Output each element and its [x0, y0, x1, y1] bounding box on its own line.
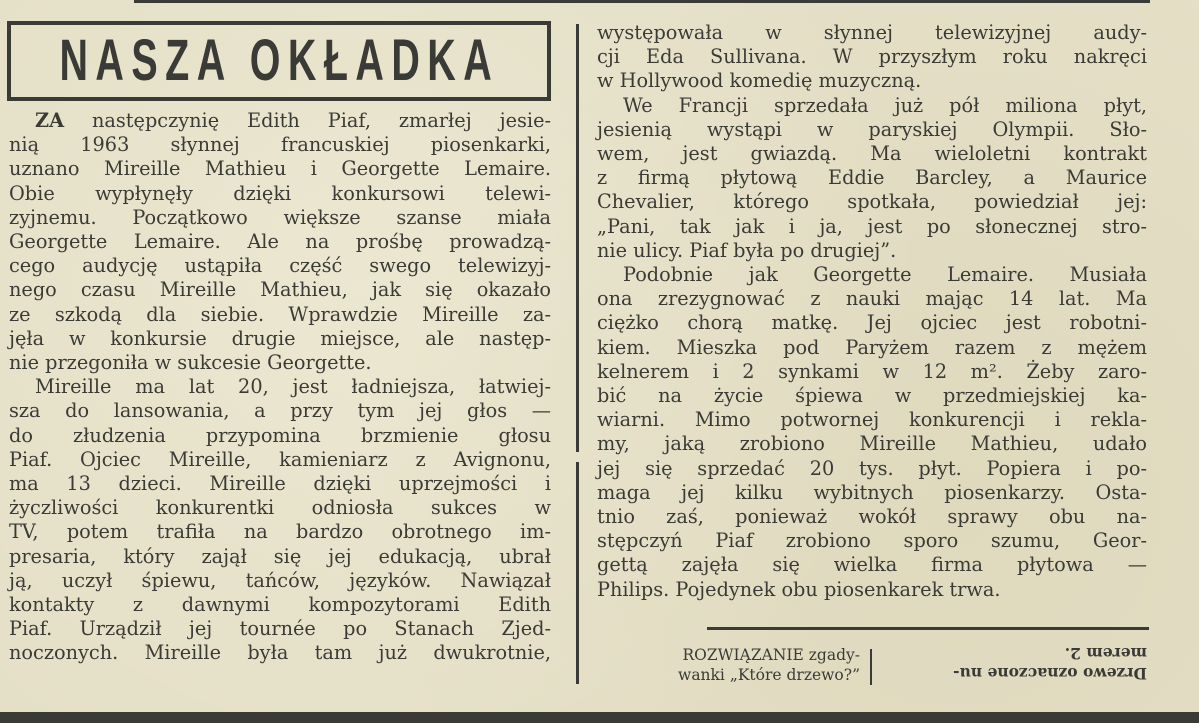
text-content: presaria, który zajął się jej edukacją, ubrał: [9, 544, 551, 568]
puzzle-answer-label-line1: ROZWIĄZANIE zgady-: [682, 646, 860, 664]
text-content: nie przegoniła w sukcesie Georgette.: [9, 351, 372, 375]
text-content: ona zrezygnować z nauki mając 14 lat. Ma: [597, 287, 1147, 311]
text-content: Georgette Lemaire. Ale na prośbę prowadzą-: [9, 230, 551, 254]
text-line: [9, 448, 551, 472]
text-line: [597, 336, 1147, 360]
column-divider-lower: [576, 462, 579, 684]
text-content: bić na życie śpiewa w przedmiejskiej ka-: [597, 384, 1147, 408]
text-line: [9, 569, 551, 593]
bottom-rule: [0, 712, 1199, 723]
text-line: [597, 481, 1147, 505]
text-content: następczynię Edith Piaf, zmarłej jesie-: [64, 109, 551, 132]
column-divider-upper: [576, 24, 579, 452]
text-line: [9, 182, 551, 206]
text-content: gettą zajęła się wielka firma płytowa —: [597, 553, 1147, 577]
text-content: z firmą płytową Eddie Barcley, a Maurice: [597, 166, 1147, 190]
text-line: [9, 327, 551, 351]
text-content: występowała w słynnej telewizyjnej audy-: [597, 21, 1147, 44]
text-content: życzliwości konkurentki odniosła sukces w: [9, 496, 551, 520]
text-content: „Pani, tak jak i ja, jest po słonecznej stro-: [597, 214, 1147, 238]
text-content: ma 13 dzieci. Mireille dzięki uprzejmości i: [9, 472, 551, 496]
text-line: [597, 94, 1147, 118]
puzzle-answer-upside-down: [885, 643, 1147, 683]
puzzle-answer-label-line2: wanki „Które drzewo?”: [678, 666, 860, 684]
text-content: noczonych. Mireille była tam już dwukrotnie,: [9, 641, 551, 665]
puzzle-answer-label: [596, 645, 860, 685]
text-line: [597, 384, 1147, 408]
text-content: Piaf. Urządził jej tournée po Stanach Zjed-: [9, 617, 551, 641]
text-line: [9, 545, 551, 569]
text-content: We Francji sprzedała już pół miliona płyt,: [623, 93, 1147, 117]
text-content: cego audycję ustąpiła część swego telewizyj-: [9, 254, 551, 278]
text-line: [9, 278, 551, 302]
article-right-column: [597, 21, 1147, 602]
text-content: wiarni. Mimo potwornej konkurencji i rekla-: [597, 408, 1147, 432]
text-line: [9, 593, 551, 617]
text-line: [597, 311, 1147, 335]
text-content: nią 1963 słynnej francuskiej piosenkarki,: [9, 133, 551, 157]
text-line: [597, 190, 1147, 214]
text-content: tnio zaś, ponieważ wokół sprawy obu na-: [597, 505, 1147, 529]
text-line: [597, 142, 1147, 166]
text-content: wem, jest gwiazdą. Ma wieloletni kontrakt: [597, 142, 1147, 166]
text-line: [9, 472, 551, 496]
text-content: Philips. Pojedynek obu piosenkarek trwa.: [597, 577, 1001, 601]
text-content: uznano Mireille Mathieu i Georgette Lemaire.: [9, 157, 551, 181]
text-line: [9, 254, 551, 278]
text-content: stępczyń Piaf zrobiono sporo szumu, Geor-: [597, 529, 1147, 553]
text-line: [9, 375, 551, 399]
text-content: kiem. Mieszka pod Paryżem razem z mężem: [597, 335, 1147, 359]
text-line: [597, 529, 1147, 553]
text-line: [9, 520, 551, 544]
text-line: [9, 617, 551, 641]
text-line: [9, 496, 551, 520]
text-line: [597, 432, 1147, 456]
text-line: [597, 408, 1147, 432]
puzzle-answer-line1: Drzewo oznaczone nu-: [953, 664, 1147, 683]
answer-divider-rule: [707, 627, 1149, 630]
text-content: ciężko chorą matkę. Jej ojciec jest robotni-: [597, 311, 1147, 335]
text-content: nie ulicy. Piaf była po drugiej”.: [597, 238, 897, 262]
text-content: ją, uczył śpiewu, tańców, języków. Nawiązał: [9, 568, 551, 592]
text-line: [9, 157, 551, 181]
text-content: Obie wypłynęły dzięki konkursowi telewi-: [9, 181, 551, 205]
text-content: ze szkodą dla siebie. Wprawdzie Mireille za-: [9, 302, 551, 326]
text-line: [9, 351, 551, 375]
text-content: sza do lansowania, a przy tym jej głos —: [9, 399, 551, 423]
text-line: [597, 118, 1147, 142]
text-content: my, jaką zrobiono Mireille Mathieu, udało: [597, 432, 1147, 456]
text-line: [9, 109, 551, 133]
text-content: cji Eda Sullivana. W przyszłym roku nakręci: [597, 45, 1147, 69]
text-line: [597, 360, 1147, 384]
masthead-box: [7, 21, 551, 101]
text-line: [597, 239, 1147, 263]
lead-in: ZA: [35, 109, 65, 132]
text-line: [597, 215, 1147, 239]
puzzle-answer-line2: merem 2.: [1064, 644, 1147, 663]
text-line: [9, 303, 551, 327]
text-line: [597, 166, 1147, 190]
text-content: w Hollywood komedię muzyczną.: [597, 69, 922, 93]
text-line: [597, 457, 1147, 481]
text-content: maga jej kilku wybitnych piosenkarzy. Osta-: [597, 480, 1147, 504]
text-line: [9, 641, 551, 665]
text-content: Piaf. Ojciec Mireille, kamieniarz z Avignonu,: [9, 447, 551, 471]
top-rule: [134, 0, 1150, 3]
text-line: [597, 21, 1147, 45]
text-content: jesienią wystąpi w paryskiej Olympii. Sło-: [597, 117, 1147, 141]
text-content: jęła w konkursie drugie miejsce, ale następ-: [9, 326, 551, 350]
text-line: [597, 553, 1147, 577]
answer-separator: [870, 649, 872, 685]
text-line: [597, 45, 1147, 69]
text-line: [9, 399, 551, 423]
text-line: [597, 578, 1147, 602]
text-content: do złudzenia przypomina brzmienie głosu: [9, 423, 551, 447]
text-content: kontakty z dawnymi kompozytorami Edith: [9, 593, 551, 617]
masthead-title: NASZA OKŁADKA: [59, 28, 499, 93]
text-content: kelnerem i 2 synkami w 12 m². Żeby zaro-: [597, 359, 1147, 383]
text-line: [9, 230, 551, 254]
text-content: Mireille ma lat 20, jest ładniejsza, łatwiej-: [35, 375, 551, 399]
text-line: [597, 263, 1147, 287]
text-line: [597, 287, 1147, 311]
text-content: Podobnie jak Georgette Lemaire. Musiała: [623, 263, 1147, 287]
text-content: nego czasu Mireille Mathieu, jak się okazało: [9, 278, 551, 302]
article-left-column: [9, 109, 551, 666]
text-content: zyjnemu. Początkowo większe szanse miała: [9, 205, 551, 229]
text-content: Chevalier, którego spotkała, powiedział jej:: [597, 190, 1147, 214]
text-line: [597, 69, 1147, 93]
text-content: TV, potem trafiła na bardzo obrotnego im-: [9, 520, 551, 544]
text-line: [9, 206, 551, 230]
text-line: [9, 133, 551, 157]
text-line: [9, 424, 551, 448]
text-content: jej się sprzedać 20 tys. płyt. Popiera i po-: [597, 456, 1147, 480]
text-line: [597, 505, 1147, 529]
